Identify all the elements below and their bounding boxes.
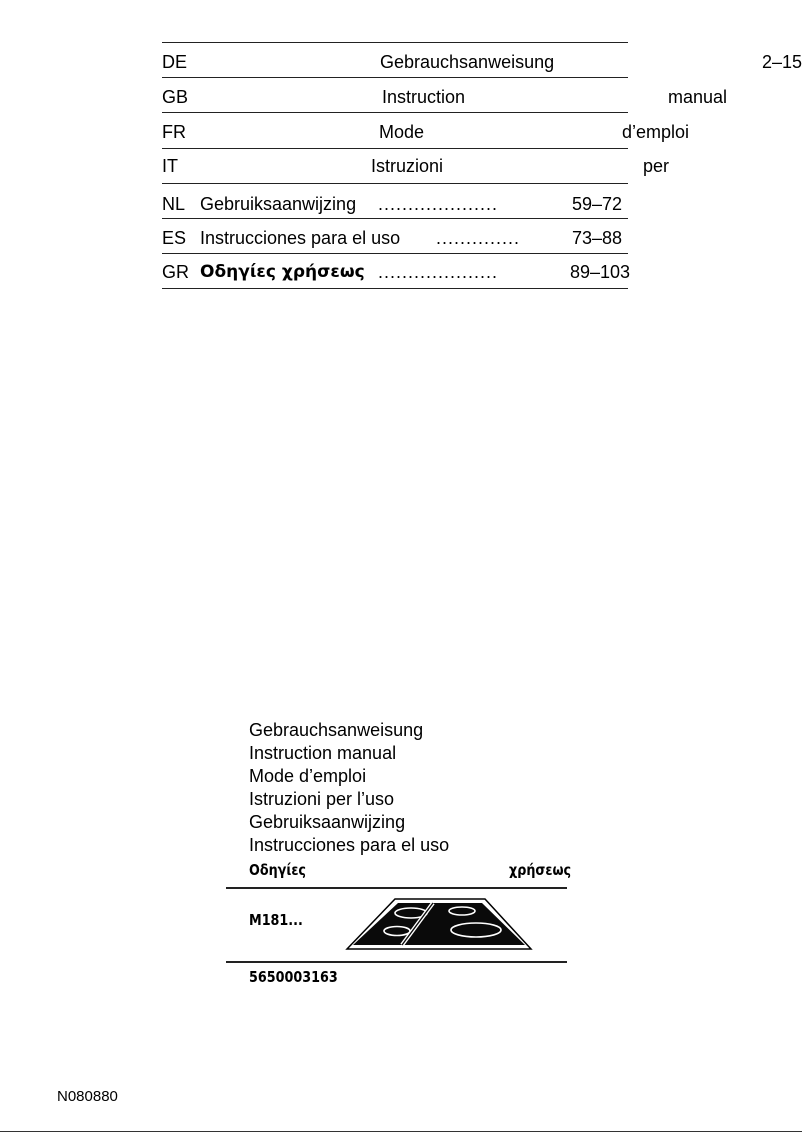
cover-rule-bottom [226,961,567,963]
model-number: M181... [249,911,303,929]
toc-lang-code: ES [162,228,187,248]
toc-row-de[interactable] [162,50,802,74]
toc-title-continued: per [643,156,670,176]
document-code: N080880 [57,1088,118,1105]
toc-divider [162,183,628,184]
toc-divider [162,112,628,113]
part-number: 5650003163 [249,968,338,986]
toc-title-continued: manual [668,87,728,107]
toc-lang-code: FR [162,122,186,142]
toc-lang-code: GB [162,87,189,107]
toc-divider [162,148,628,149]
cover-title-gr-left: Οδηγίες [249,861,306,879]
toc-leader-dots: .................... [378,262,499,282]
toc-title: Οδηγίες χρήσεως [200,262,365,282]
toc-divider [162,42,628,43]
toc-divider [162,77,628,78]
cover-title-gb: Instruction manual [249,743,397,763]
toc-lang-code: NL [162,194,186,214]
toc-divider [162,253,628,254]
cover-title-fr: Mode d’emploi [249,766,367,786]
cover-title-de: Gebrauchsanweisung [249,720,424,740]
toc-lang-code: GR [162,262,189,282]
toc-title: Mode [379,122,425,142]
page-bottom-rule [0,1131,802,1132]
cover-title-it: Istruzioni per l’uso [249,789,395,809]
toc-pages: 89–103 [570,262,631,282]
toc-title: Istruzioni [371,156,444,176]
toc-title: Instruction [382,87,466,107]
toc-divider [162,218,628,219]
toc-lang-code: DE [162,52,188,72]
toc-leader-dots: .............. [436,228,521,248]
cover-title-gr-right: χρήσεως [509,861,572,879]
toc-leader-dots: .................... [378,194,499,214]
cover-rule-top [226,887,567,889]
cover-titles [249,719,449,857]
toc-pages: 59–72 [572,194,623,214]
cooktop-illustration [345,897,533,956]
toc-title: Instrucciones para el uso [200,228,401,248]
cooktop-icon [345,897,533,951]
toc-title-continued: d’emploi [622,122,690,142]
toc-pages: 2–15 [762,52,802,72]
cover-title-es: Instrucciones para el uso [249,835,450,855]
toc-divider [162,288,628,289]
cover-title-nl: Gebruiksaanwijzing [249,812,406,832]
toc-title: Gebruiksaanwijzing [200,194,357,214]
toc-pages: 73–88 [572,228,623,248]
toc-lang-code: IT [162,156,178,176]
toc-title: Gebrauchsanweisung [380,52,555,72]
